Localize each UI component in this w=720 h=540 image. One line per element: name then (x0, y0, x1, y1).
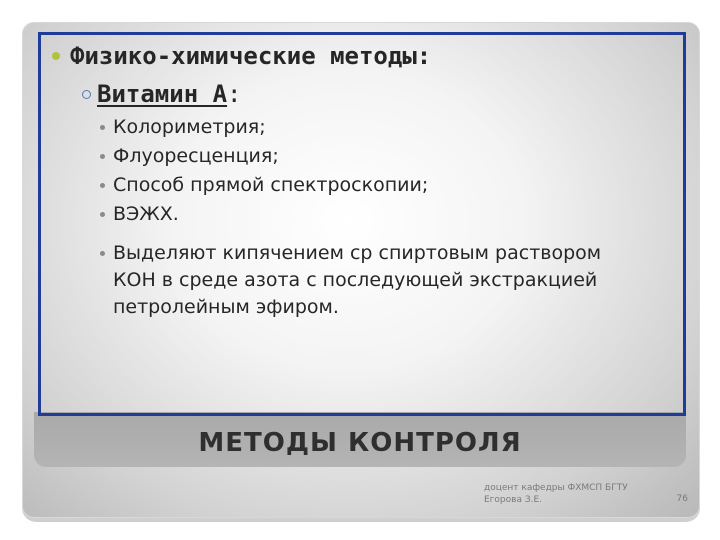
list-item-text: Флуоресценция; (113, 145, 279, 167)
page-number: 76 (676, 494, 688, 504)
bullet-ring-icon (82, 90, 91, 99)
vitamin-colon: : (227, 80, 242, 108)
bullet-dot-icon (100, 183, 105, 188)
list-item-text: ВЭЖХ. (113, 203, 179, 225)
bullet-dot-icon (100, 251, 105, 256)
bullet-dot-icon (100, 125, 105, 130)
bullet-level2 (82, 80, 242, 108)
bullet-dot-icon (52, 52, 60, 60)
bullet-level1 (52, 42, 431, 70)
bullet-dot-icon (100, 154, 105, 159)
list-item (100, 143, 640, 170)
list-item-text: Выделяют кипячением ср спиртовым раствором КОН в среде азота с последующей экстракцией петролейным эфиром. (113, 242, 602, 318)
level1-heading: Физико-химические методы: (70, 42, 432, 70)
footer-author (484, 482, 654, 506)
list-item (100, 114, 640, 141)
list-item-text: Способ прямой спектроскопии; (113, 174, 429, 196)
footer-line: Егорова З.Е. (484, 495, 542, 505)
section-title: МЕТОДЫ КОНТРОЛЯ (198, 428, 522, 458)
bullet-dot-icon (100, 212, 105, 217)
footer-line: доцент кафедры ФХМСП БГТУ (484, 483, 628, 493)
list-item (100, 172, 640, 199)
level2-heading (97, 80, 242, 108)
list-item (100, 201, 640, 228)
vitamin-name: Витамин А (97, 80, 228, 108)
list-item (100, 240, 630, 321)
list-item-text: Колориметрия; (113, 116, 266, 138)
